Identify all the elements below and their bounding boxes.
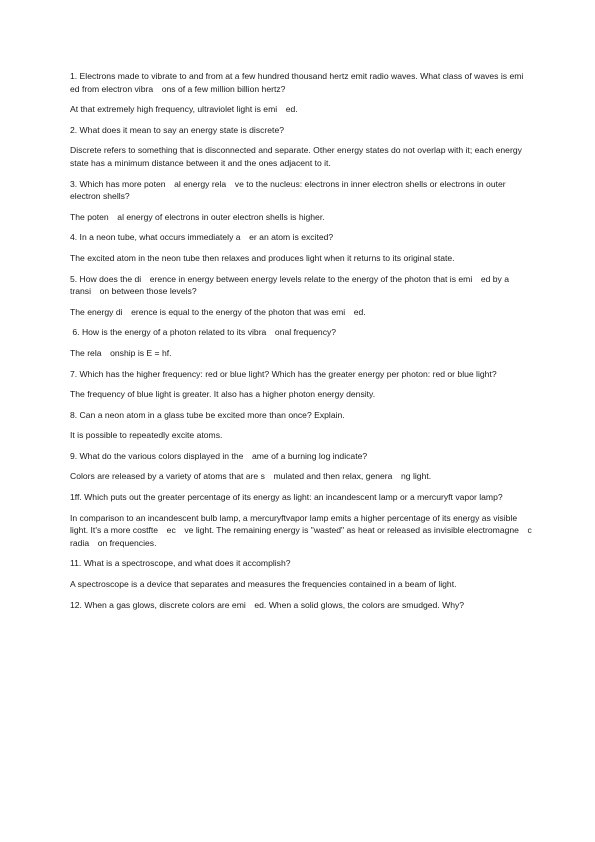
- question-3: 3. Which has more poten al energy rela ve to the nucleus: electrons in inner electron shells or electrons in outer electron shells?: [70, 178, 506, 202]
- answer-1: At that extremely high frequency, ultraviolet light is emi ed.: [70, 104, 298, 115]
- answer-6: The rela onship is E = hf.: [70, 347, 172, 358]
- answer-7: The frequency of blue light is greater. It also has a higher photon energy density.: [70, 389, 376, 400]
- question-4: 4. In a neon tube, what occurs immediately a er an atom is excited?: [70, 232, 334, 243]
- answer-11: A spectroscope is a device that separates and measures the frequencies contained in a beam of light.: [70, 579, 457, 590]
- question-2: 2. What does it mean to say an energy state is discrete?: [70, 124, 285, 135]
- question-11: 11. What is a spectroscope, and what does it accomplish?: [70, 558, 291, 569]
- question-10: 1ff. Which puts out the greater percentage of its energy as light: an incandescent lamp or a mercuryft vapor lamp?: [70, 492, 503, 503]
- answer-9: Colors are released by a variety of atoms that are s mulated and then relax, genera ng light.: [70, 471, 432, 482]
- answer-10: In comparison to an incandescent bulb lamp, a mercuryftvapor lamp emits a higher percentage of its energy as visible light. It's a more costfte ec ve light. The remaining energy is "wasted" as heat or released as invisible electromagne c radia on frequencies.: [70, 512, 532, 548]
- question-8: 8. Can a neon atom in a glass tube be excited more than once? Explain.: [70, 409, 345, 420]
- question-9: 9. What do the various colors displayed in the ame of a burning log indicate?: [70, 450, 368, 461]
- answer-4: The excited atom in the neon tube then relaxes and produces light when it returns to its original state.: [70, 252, 455, 263]
- question-1: 1. Electrons made to vibrate to and from at a few hundred thousand hertz emit radio waves. What class of waves is emi ed from electron vibra ons of a few million billion hertz?: [70, 71, 532, 94]
- answer-8: It is possible to repeatedly excite atoms.: [70, 430, 223, 441]
- document-body: [70, 70, 535, 619]
- question-5: 5. How does the di erence in energy between energy levels relate to the energy of the photon that is emi ed by a transi on between those levels?: [70, 273, 510, 297]
- question-12: 12. When a gas glows, discrete colors are emi ed. When a solid glows, the colors are smudged. Why?: [70, 599, 465, 610]
- answer-2: Discrete refers to something that is disconnected and separate. Other energy states do not overlap with it; each energy state has a minimum distance between it and the ones adjacent to it.: [70, 145, 522, 168]
- question-6: 6. How is the energy of a photon related to its vibra onal frequency?: [70, 327, 337, 338]
- answer-5: The energy di erence is equal to the energy of the photon that was emi ed.: [70, 306, 366, 317]
- question-7: 7. Which has the higher frequency: red or blue light? Which has the greater energy per photon: red or blue light?: [70, 368, 497, 379]
- answer-3: The poten al energy of electrons in outer electron shells is higher.: [70, 211, 325, 222]
